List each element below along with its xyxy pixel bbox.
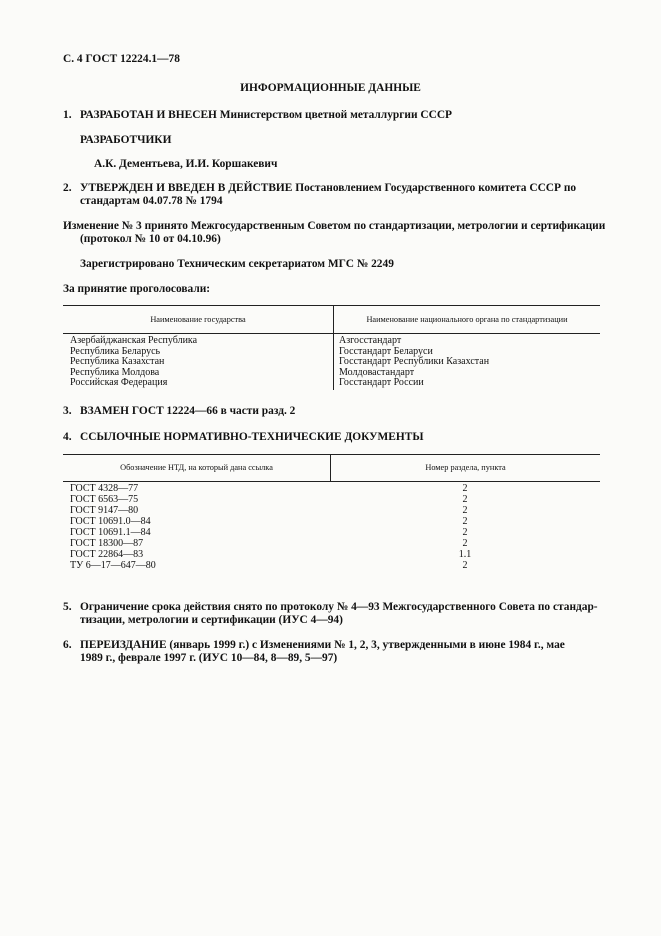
reference-section: 2 — [462, 505, 468, 516]
voting-body: Госстандарт Беларуси — [339, 346, 433, 357]
item2-line2: стандартам 04.07.78 № 1794 — [80, 195, 223, 207]
page-header: С. 4 ГОСТ 12224.1—78 — [63, 53, 180, 65]
references-header-section: Номер раздела, пункта — [425, 463, 506, 472]
item1-text: РАЗРАБОТАН И ВНЕСЕН Министерством цветной металлургии СССР — [80, 109, 453, 121]
document-title: ИНФОРМАЦИОННЫЕ ДАННЫЕ — [240, 82, 421, 94]
developers-label: РАЗРАБОТЧИКИ — [80, 134, 172, 146]
reference-doc: ТУ 6—17—647—80 — [70, 560, 156, 571]
reference-section: 2 — [462, 494, 468, 505]
item5-line2: тизации, метрологии и сертификации (ИУС 4—94) — [80, 614, 343, 626]
reference-doc: ГОСТ 10691.0—84 — [70, 516, 151, 527]
reference-section: 2 — [462, 538, 468, 549]
registered-note: Зарегистрировано Техническим секретариатом МГС № 2249 — [80, 258, 394, 270]
item4-text: ССЫЛОЧНЫЕ НОРМАТИВНО-ТЕХНИЧЕСКИЕ ДОКУМЕНТЫ — [80, 431, 424, 443]
amendment-line2: (протокол № 10 от 04.10.96) — [80, 233, 221, 245]
voting-body: Госстандарт Республики Казахстан — [339, 356, 490, 367]
reference-section: 2 — [462, 527, 468, 538]
voting-header-state: Наименование государства — [150, 315, 246, 324]
voting-body: Молдовастандарт — [339, 367, 415, 378]
voting-state: Республика Беларусь — [70, 346, 161, 357]
item3-text: ВЗАМЕН ГОСТ 12224—66 в части разд. 2 — [80, 405, 296, 417]
reference-section: 2 — [462, 483, 468, 494]
item2-line1: УТВЕРЖДЕН И ВВЕДЕН В ДЕЙСТВИЕ Постановлением Государственного комитета СССР по — [80, 182, 577, 194]
reference-section: 2 — [462, 516, 468, 527]
item6-line1: ПЕРЕИЗДАНИЕ (январь 1999 г.) с Изменениями № 1, 2, 3, утвержденными в июне 1984 г., мае — [80, 639, 565, 651]
voting-state: Российская Федерация — [70, 377, 168, 388]
reference-doc: ГОСТ 9147—80 — [70, 505, 139, 516]
item5-line1: Ограничение срока действия снято по протоколу № 4—93 Межгосударственного Совета по стандар- — [80, 601, 598, 613]
voting-state: Азербайджанская Республика — [70, 335, 198, 346]
item2-number: 2. — [63, 182, 72, 194]
voting-label: За принятие проголосовали: — [63, 283, 211, 295]
item6-number: 6. — [63, 639, 72, 651]
amendment-line1: Изменение № 3 принято Межгосударственным Советом по стандартизации, метрологии и сертификации — [63, 220, 606, 232]
voting-state: Республика Молдова — [70, 367, 160, 378]
reference-doc: ГОСТ 22864—83 — [70, 549, 144, 560]
item6-line2: 1989 г., феврале 1997 г. (ИУС 10—84, 8—89, 5—97) — [80, 652, 338, 664]
voting-body: Азгосстандарт — [339, 335, 402, 346]
item3-number: 3. — [63, 405, 72, 417]
voting-header-body: Наименование национального органа по стандартизации — [366, 315, 568, 324]
item5-number: 5. — [63, 601, 72, 613]
reference-doc: ГОСТ 4328—77 — [70, 483, 139, 494]
reference-doc: ГОСТ 6563—75 — [70, 494, 139, 505]
item4-number: 4. — [63, 431, 72, 443]
reference-section: 1.1 — [458, 549, 472, 560]
reference-section: 2 — [462, 560, 468, 571]
voting-body: Госстандарт России — [339, 377, 424, 388]
developers-names: А.К. Дементьева, И.И. Коршакевич — [94, 158, 278, 170]
item1-number: 1. — [63, 109, 72, 121]
reference-doc: ГОСТ 18300—87 — [70, 538, 144, 549]
references-header-doc: Обозначение НТД, на который дана ссылка — [120, 463, 273, 472]
reference-doc: ГОСТ 10691.1—84 — [70, 527, 151, 538]
voting-state: Республика Казахстан — [70, 356, 165, 367]
